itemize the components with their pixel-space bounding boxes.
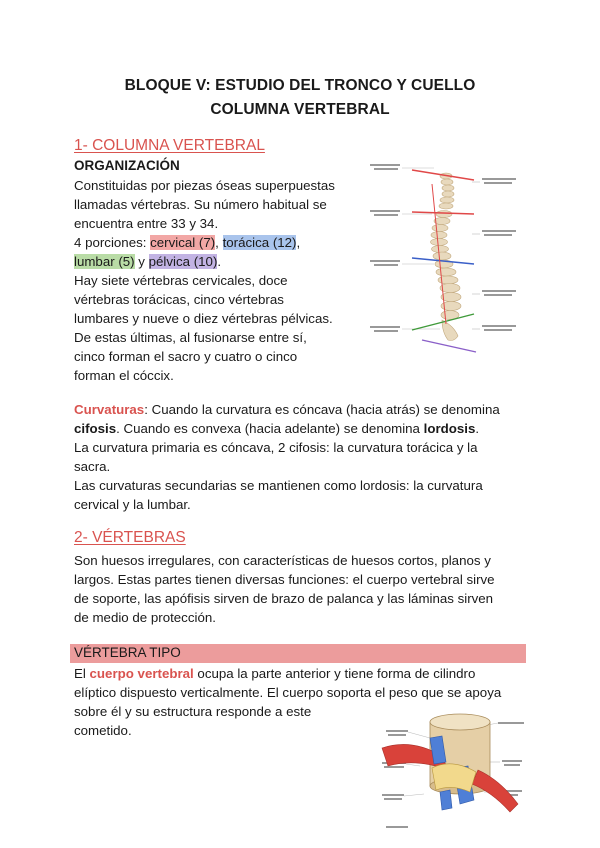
organizacion-paragraph: [74, 176, 335, 385]
subheading-organizacion: ORGANIZACIÓN: [74, 158, 180, 173]
text-line: La curvatura primaria es cóncava, 2 cifosis: la curvatura torácica y la: [74, 440, 478, 455]
vertebras-paragraph: [74, 551, 495, 627]
text-line: sacra.: [74, 459, 111, 474]
porciones-line-2: [74, 252, 335, 271]
text-span: El: [74, 666, 90, 681]
highlight-lumbar: lumbar (5): [74, 254, 135, 269]
title-line-1: BLOQUE V: ESTUDIO DEL TRONCO Y CUELLO: [124, 77, 476, 94]
vertebra-tipo-line-1: [74, 664, 501, 683]
spine-illustration: [362, 154, 522, 354]
text-line: forman el cóccix.: [74, 368, 174, 383]
text-line: elíptico dispuesto verticalmente. El cuerpo soporta el peso que se apoya: [74, 685, 502, 700]
curvaturas-keyword: Curvaturas: [74, 402, 145, 417]
highlight-cervical: cervical (7): [150, 235, 216, 250]
cifosis-term: cifosis: [74, 421, 117, 436]
highlight-toracica: torácica (12): [222, 235, 297, 250]
text-span: ocupa la parte anterior y tiene forma de cilindro: [193, 666, 476, 681]
text-line: sobre él y su estructura responde a este: [74, 704, 312, 719]
document-title: [0, 74, 600, 122]
porciones-line: [74, 233, 335, 252]
highlight-pelvica: pélvica (10): [148, 254, 218, 269]
text-line: de soporte, las apófisis sirven de brazo de palanca y las láminas sirven: [74, 591, 494, 606]
text-span: .: [475, 421, 480, 436]
text-line: cervical y la lumbar.: [74, 497, 191, 512]
title-line-2: COLUMNA VERTEBRAL: [210, 101, 390, 118]
text-line: Constituidas por piezas óseas superpuestas: [74, 178, 335, 193]
separator: ,: [215, 235, 223, 250]
porciones-prefix: 4 porciones:: [74, 235, 151, 250]
text-line: Hay siete vértebras cervicales, doce: [74, 273, 288, 288]
coccix-line: [422, 340, 476, 352]
text-line: cometido.: [74, 723, 132, 738]
separator: ,: [296, 235, 301, 250]
vertebra-tipo-heading: VÉRTEBRA TIPO: [74, 645, 181, 660]
text-span: : Cuando la curvatura es cóncava (hacia atrás) se denomina: [144, 402, 500, 417]
curvaturas-paragraph: [74, 400, 500, 514]
separator: .: [217, 254, 222, 269]
separator: y: [134, 254, 149, 269]
cuerpo-vertebral-keyword: cuerpo vertebral: [89, 666, 194, 681]
vertebra-tipo-band: [70, 644, 526, 663]
text-line: Las curvaturas secundarias se mantienen como lordosis: la curvatura: [74, 478, 483, 493]
text-line: vértebras torácicas, cinco vértebras: [74, 292, 284, 307]
text-line: cinco forman el sacro y cuatro o cinco: [74, 349, 298, 364]
section-heading-columna: 1- COLUMNA VERTEBRAL: [74, 137, 265, 154]
text-line: lumbares y nueve o diez vértebras pélvicas.: [74, 311, 333, 326]
lordosis-term: lordosis: [423, 421, 476, 436]
text-line: De estas últimas, al fusionarse entre sí,: [74, 330, 307, 345]
curvaturas-line-2: [74, 419, 500, 438]
section-heading-vertebras: 2- VÉRTEBRAS: [74, 529, 186, 546]
toracica-line: [412, 212, 474, 214]
text-line: largos. Estas partes tienen diversas funciones: el cuerpo vertebral sirve: [74, 572, 495, 587]
text-line: llamadas vértebras. Su número habitual se: [74, 197, 327, 212]
vertebrae-stack: [431, 173, 462, 341]
text-line: Son huesos irregulares, con características de huesos cortos, planos y: [74, 553, 491, 568]
text-line: encuentra entre 33 y 34.: [74, 216, 219, 231]
vertebra-illustration: [372, 708, 532, 844]
text-span: . Cuando es convexa (hacia adelante) se denomina: [116, 421, 424, 436]
curvaturas-line-1: [74, 400, 500, 419]
text-line: de medio de protección.: [74, 610, 216, 625]
